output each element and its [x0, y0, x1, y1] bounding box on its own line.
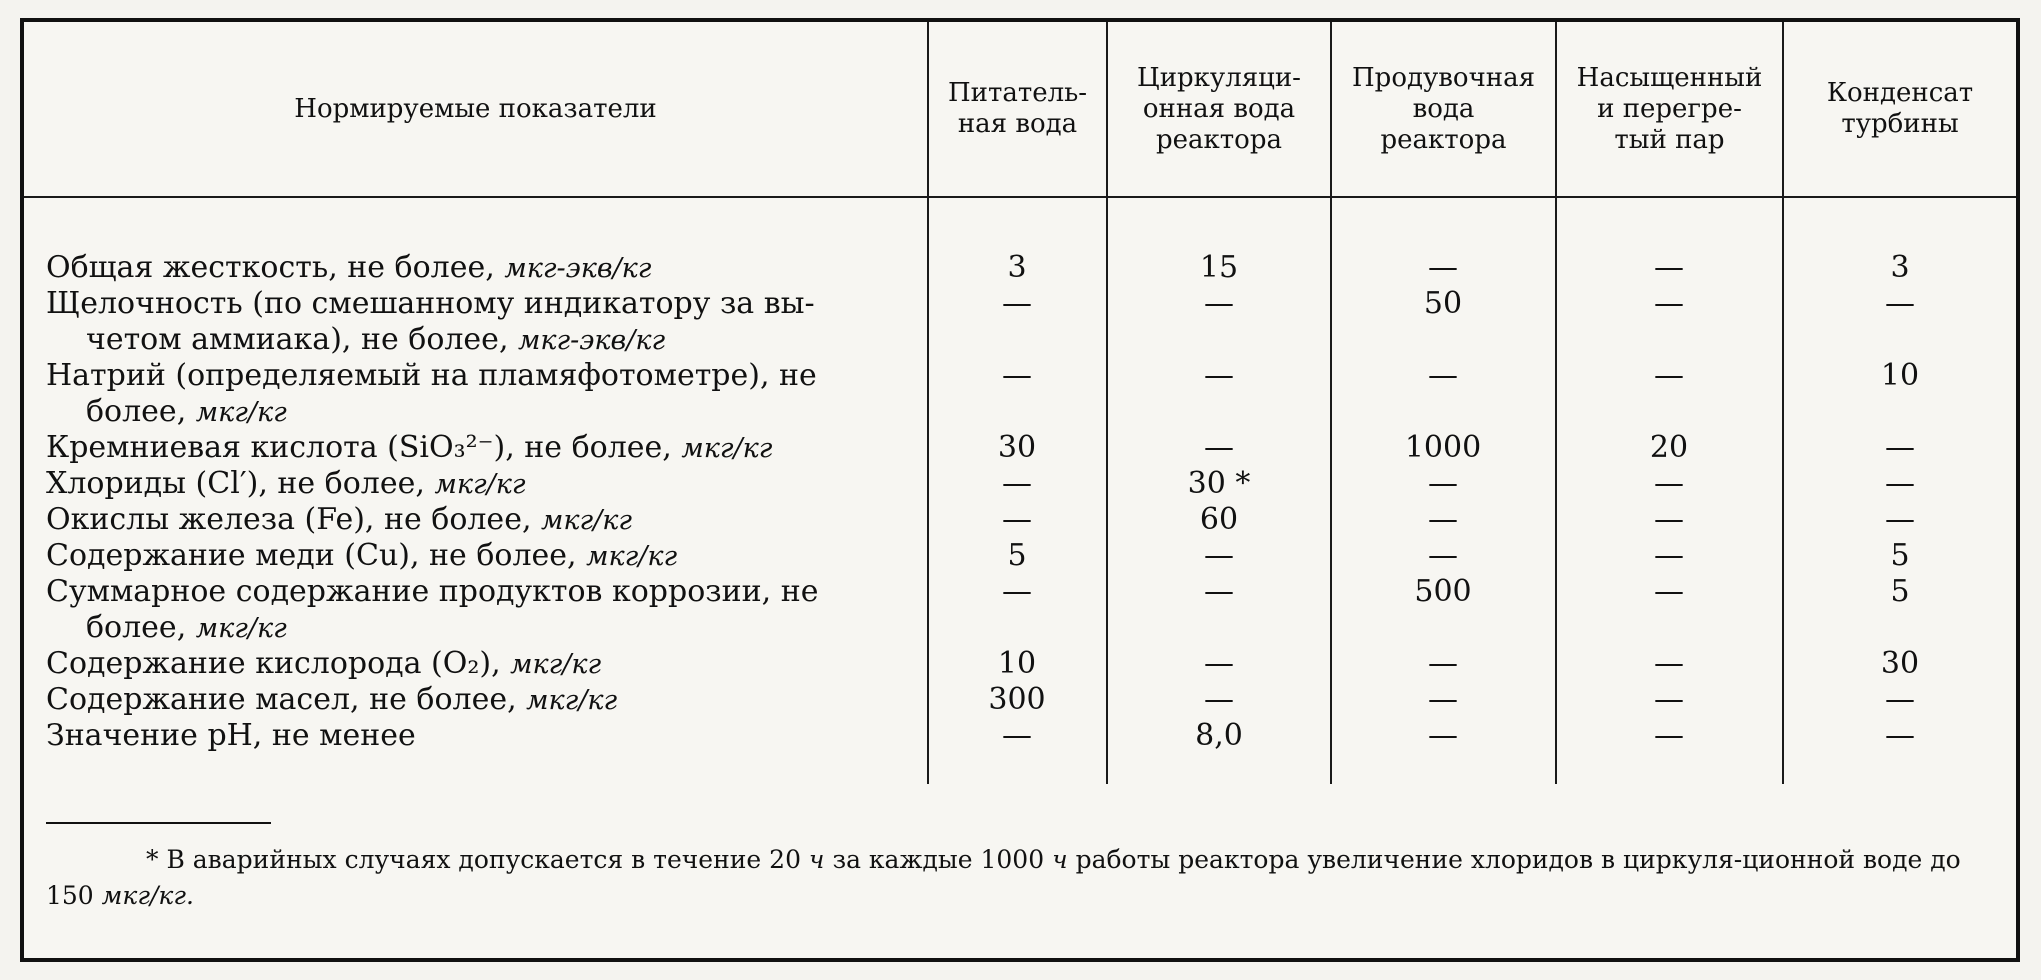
row-value: 30	[997, 430, 1037, 465]
row-value: 3	[1007, 250, 1027, 285]
row-value: —	[1002, 718, 1032, 753]
row-label	[46, 574, 926, 647]
footnote	[46, 842, 1996, 914]
row-unit: мкг-экв/кг	[518, 325, 666, 356]
row-label-text: Содержание масел, не более,	[46, 682, 517, 717]
footnote-text: работы реактора увеличение хлоридов в циркуля-ционной воде до 150	[46, 845, 1961, 910]
row-unit: мкг/кг	[681, 433, 773, 464]
footnote-text: за каждые 1000	[832, 845, 1045, 874]
row-value: —	[1654, 466, 1684, 501]
row-label	[46, 682, 926, 719]
row-value: —	[1885, 718, 1915, 753]
row-value: 30 *	[1187, 466, 1251, 501]
table-frame	[20, 18, 2020, 962]
row-value: —	[1654, 718, 1684, 753]
row-label	[46, 250, 926, 287]
row-label-text: более,	[86, 394, 187, 429]
row-unit: мкг/кг	[195, 397, 287, 428]
row-label-text: Суммарное содержание продуктов коррозии, не	[46, 574, 819, 609]
row-label-continuation	[46, 322, 926, 359]
row-value: —	[1428, 682, 1458, 717]
row-value: —	[1002, 502, 1032, 537]
row-value: —	[1428, 502, 1458, 537]
row-label-text: Кремниевая кислота (SiO₃²⁻), не более,	[46, 430, 672, 465]
row-value: —	[1654, 358, 1684, 393]
row-label	[46, 430, 926, 467]
row-unit: мкг/кг	[541, 505, 633, 536]
row-value: 10	[1880, 358, 1920, 393]
footnote-rule	[46, 822, 271, 824]
row-value: —	[1885, 502, 1915, 537]
row-value: 15	[1199, 250, 1239, 285]
row-value: —	[1204, 430, 1234, 465]
row-value: —	[1428, 358, 1458, 393]
row-unit: мкг/кг	[434, 469, 526, 500]
header-blowdown-water	[1332, 22, 1555, 196]
row-label	[46, 358, 926, 431]
row-label-text: Окислы железа (Fe), не более,	[46, 502, 532, 537]
row-value: —	[1885, 466, 1915, 501]
footnote-unit: мкг/кг.	[101, 881, 194, 910]
footnote-hours: ч	[1052, 845, 1068, 874]
row-value: —	[1204, 646, 1234, 681]
row-value: 1000	[1404, 430, 1482, 465]
row-value: —	[1428, 466, 1458, 501]
row-label-continuation	[46, 610, 926, 647]
row-value: —	[1428, 538, 1458, 573]
row-unit: мкг/кг	[195, 613, 287, 644]
row-value: 8,0	[1195, 718, 1243, 753]
row-label	[46, 502, 926, 539]
row-value: 30	[1880, 646, 1920, 681]
row-unit: мкг/кг	[526, 685, 618, 716]
row-value: —	[1002, 466, 1032, 501]
row-value: —	[1204, 682, 1234, 717]
row-label-continuation	[46, 394, 926, 431]
header-condensate	[1784, 22, 2016, 196]
row-unit: мкг-экв/кг	[504, 253, 652, 284]
row-value: —	[1204, 358, 1234, 393]
row-label	[46, 538, 926, 575]
row-value: 10	[997, 646, 1037, 681]
row-value: 5	[1890, 538, 1910, 573]
header-feed-water	[929, 22, 1106, 196]
header-text: Насыщенный и перегре- тый пар	[1576, 62, 1763, 155]
row-label	[46, 646, 926, 683]
header-text: Продувочная вода реактора	[1352, 62, 1535, 155]
header-text: Питатель- ная вода	[947, 78, 1088, 139]
footnote-text: * В аварийных случаях допускается в течение 20	[146, 845, 801, 874]
row-value: —	[1428, 646, 1458, 681]
row-value: —	[1885, 682, 1915, 717]
row-value: 5	[1890, 574, 1910, 609]
row-value: —	[1654, 682, 1684, 717]
footnote-hours: ч	[808, 845, 825, 874]
row-value: —	[1002, 358, 1032, 393]
row-value: 20	[1649, 430, 1689, 465]
row-unit: мкг/кг	[586, 541, 678, 572]
row-value: —	[1654, 250, 1684, 285]
row-value: 3	[1890, 250, 1910, 285]
row-value: —	[1654, 646, 1684, 681]
row-label-text: более,	[86, 610, 187, 645]
row-label-text: Щелочность (по смешанному индикатору за вы-	[46, 286, 815, 321]
row-value: —	[1654, 286, 1684, 321]
row-value: —	[1428, 250, 1458, 285]
row-value: —	[1885, 430, 1915, 465]
row-label-text: Хлориды (Cl′), не более,	[46, 466, 425, 501]
row-label-text: Содержание кислорода (O₂),	[46, 646, 501, 681]
header-text: Циркуляци- онная вода реактора	[1137, 62, 1301, 155]
row-value: —	[1204, 574, 1234, 609]
header-rule	[24, 196, 2016, 198]
row-value: 300	[988, 682, 1046, 717]
row-value: 5	[1007, 538, 1027, 573]
row-value: 50	[1423, 286, 1463, 321]
header-steam	[1557, 22, 1782, 196]
row-value: 60	[1199, 502, 1239, 537]
row-label-text: Содержание меди (Cu), не более,	[46, 538, 577, 573]
row-value: —	[1002, 286, 1032, 321]
row-value: —	[1654, 574, 1684, 609]
row-value: —	[1204, 538, 1234, 573]
header-text: Нормируемые показатели	[294, 93, 657, 124]
row-label	[46, 466, 926, 503]
row-value: —	[1885, 286, 1915, 321]
row-value: —	[1428, 718, 1458, 753]
row-label-text: Натрий (определяемый на пламяфотометре), не	[46, 358, 817, 393]
row-label	[46, 286, 926, 359]
row-label-text: четом аммиака), не более,	[86, 322, 509, 357]
row-label-text: Общая жесткость, не более,	[46, 250, 495, 285]
row-value: —	[1654, 502, 1684, 537]
row-value: —	[1204, 286, 1234, 321]
row-label	[46, 718, 926, 754]
row-unit: мкг/кг	[510, 649, 602, 680]
row-value: —	[1654, 538, 1684, 573]
row-label-text: Значение pH, не менее	[46, 718, 416, 753]
row-value: —	[1002, 574, 1032, 609]
header-indicators	[24, 22, 927, 196]
header-text: Конденсат турбины	[1826, 78, 1974, 139]
header-circulating-water	[1108, 22, 1330, 196]
row-value: 500	[1414, 574, 1472, 609]
